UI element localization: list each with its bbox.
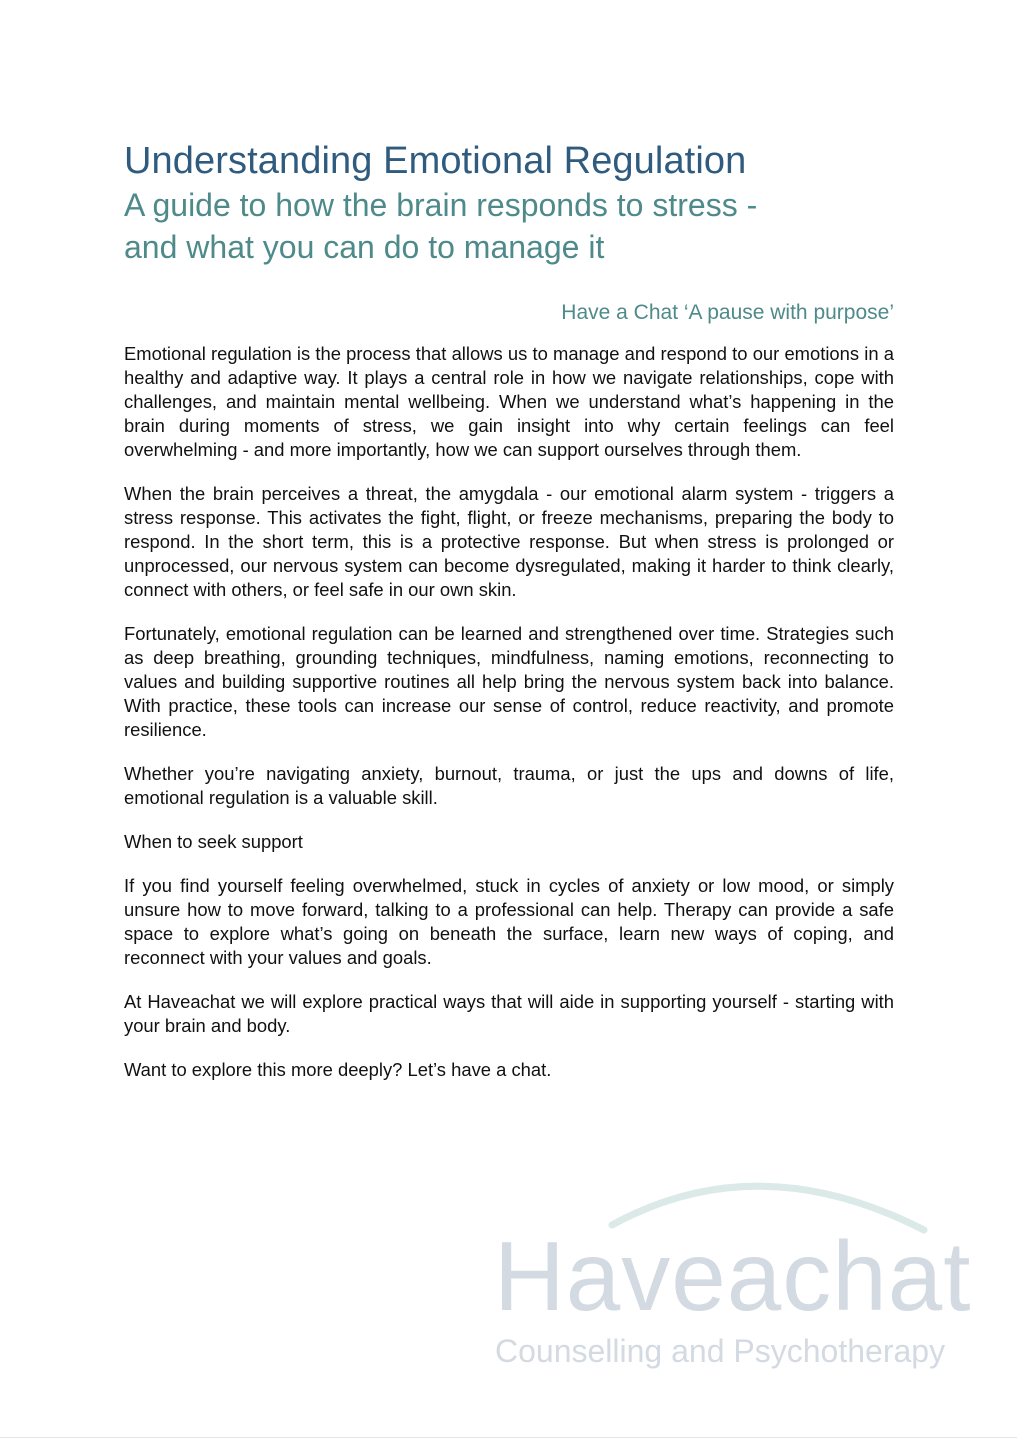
- page-title: Understanding Emotional Regulation: [124, 140, 747, 182]
- paragraph-intro: Emotional regulation is the process that allows us to manage and respond to our emotions in a healthy and adaptive way. It plays a central role in how we navigate relationships, cope with challenges, and maintain mental wellbeing. When we understand what’s happening in the brain during moments of stress, we gain insight into why certain feelings can feel overwhelming - and more importantly, how we can support ourselves through them.: [124, 343, 894, 460]
- paragraph-valuable-skill: Whether you’re navigating anxiety, burnout, trauma, or just the ups and downs of life, emotional regulation is a valuable skill.: [124, 763, 894, 808]
- logo-wordmark: Haveachat: [494, 1221, 972, 1331]
- page-bottom-divider: [0, 1437, 1017, 1438]
- page-subtitle-line-2: and what you can do to manage it: [124, 229, 605, 265]
- document-content: [124, 138, 894, 1102]
- tagline: Have a Chat ‘A pause with purpose’: [561, 301, 894, 324]
- paragraph-call-to-action: Want to explore this more deeply? Let’s have a chat.: [124, 1059, 552, 1080]
- haveachat-logo: [490, 1165, 990, 1375]
- paragraph-strategies: Fortunately, emotional regulation can be learned and strengthened over time. Strategies such as deep breathing, grounding techniques, mindfulness, naming emotions, reconnecting to values and building supportive routines all help bring the nervous system back into balance. With practice, these tools can increase our sense of control, reduce reactivity, and promote resilience.: [124, 623, 894, 740]
- page-subtitle-line-1: A guide to how the brain responds to stress -: [124, 187, 758, 223]
- logo-tagline: Counselling and Psychotherapy: [495, 1333, 946, 1369]
- section-heading-seek-support: When to seek support: [124, 831, 303, 852]
- paragraph-seek-support: If you find yourself feeling overwhelmed, stuck in cycles of anxiety or low mood, or simply unsure how to move forward, talking to a professional can help. Therapy can provide a safe space to explore what’s going on beneath the surface, learn new ways of coping, and reconnect with your values and goals.: [124, 875, 894, 968]
- body-text: [124, 342, 894, 1082]
- paragraph-brain-threat: When the brain perceives a threat, the amygdala - our emotional alarm system - triggers a stress response. This activates the fight, flight, or freeze mechanisms, preparing the body to respond. In the short term, this is a protective response. But when stress is prolonged or unprocessed, our nervous system can become dysregulated, making it harder to think clearly, connect with others, or feel safe in our own skin.: [124, 483, 894, 600]
- paragraph-haveachat: At Haveachat we will explore practical ways that will aide in supporting yourself - starting with your brain and body.: [124, 991, 894, 1036]
